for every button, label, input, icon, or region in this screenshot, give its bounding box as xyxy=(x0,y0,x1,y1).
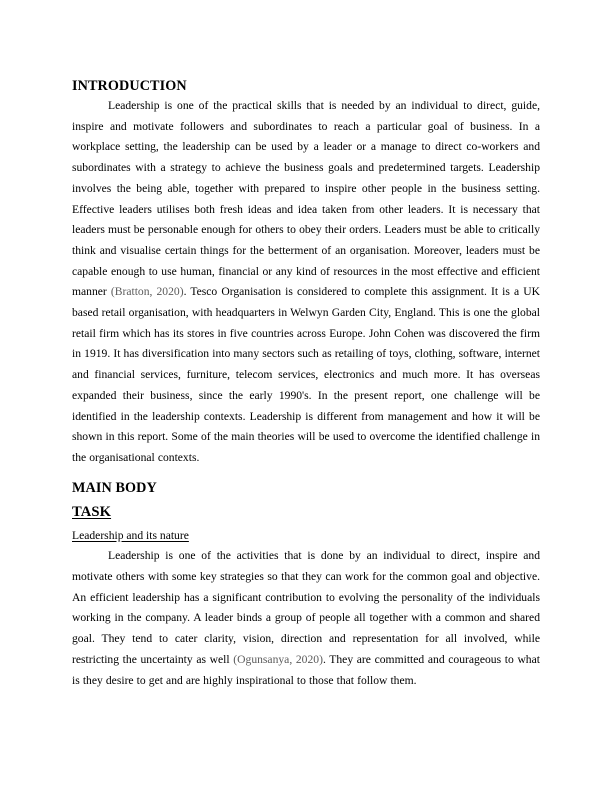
leadership-nature-paragraph xyxy=(72,546,540,691)
introduction-text-part1: Leadership is one of the practical skills that is needed by an individual to direct, guide, inspire and motivate followers and subordinates to reach a particular goal of business. In a workplace setting, the leadership can be used by a leader or a manage to direct co-workers and subordinates with a strategy to achieve the business goals and predetermined targets. Leadership involves the being able, together with prepared to inspire other people in the business setting. Effective leaders utilises both fresh ideas and idea taken from other leaders. It is necessary that leaders must be personable enough for others to obey their orders. Leaders must be able to critically think and visualise certain things for the betterment of an organisation. Moreover, leaders must be capable enough to use human, financial or any kind of resources in the most effective and efficient manner xyxy=(72,99,540,299)
introduction-heading: INTRODUCTION xyxy=(72,78,187,94)
citation-ogunsanya: (Ogunsanya, 2020) xyxy=(233,652,323,666)
citation-bratton: (Bratton, 2020) xyxy=(110,285,184,299)
leadership-nature-subheading: Leadership and its nature xyxy=(72,528,189,542)
main-body-heading: MAIN BODY xyxy=(72,479,157,496)
document-content xyxy=(72,76,540,691)
introduction-paragraph xyxy=(72,96,540,469)
task-heading: TASK xyxy=(72,503,112,520)
leadership-text-part1: Leadership is one of the activities that is done by an individual to direct, inspire and motivate others with some key strategies so that they can work for the common goal and objective. An efficient leadership has a significant contribution to evolving the personality of the individuals working in the company. A leader binds a group of people all together with a common and shared goal. They tend to cater clarity, vision, direction and representation for all involved, while restricting the uncertainty as well xyxy=(72,549,540,666)
introduction-text-part2: . Tesco Organisation is considered to complete this assignment. It is a UK based retail organisation, with headquarters in Welwyn Garden City, England. This is one the global retail firm which has its stores in five countries across Europe. John Cohen was discovered the firm in 1919. It has diversification into many sectors such as retailing of toys, clothing, software, internet and financial services, furniture, telecom services, electronics and much more. It has overseas expanded their business, since the early 1990's. In the present report, one challenge will be identified in the leadership contexts. Leadership is different from management and how it will be shown in this report. Some of the main theories will be used to overcome the identified challenge in the organisational contexts. xyxy=(72,285,540,464)
leadership-text-part2: . They are committed and courageous to what is they desire to get and are highly inspirational to those that follow them. xyxy=(72,652,540,687)
